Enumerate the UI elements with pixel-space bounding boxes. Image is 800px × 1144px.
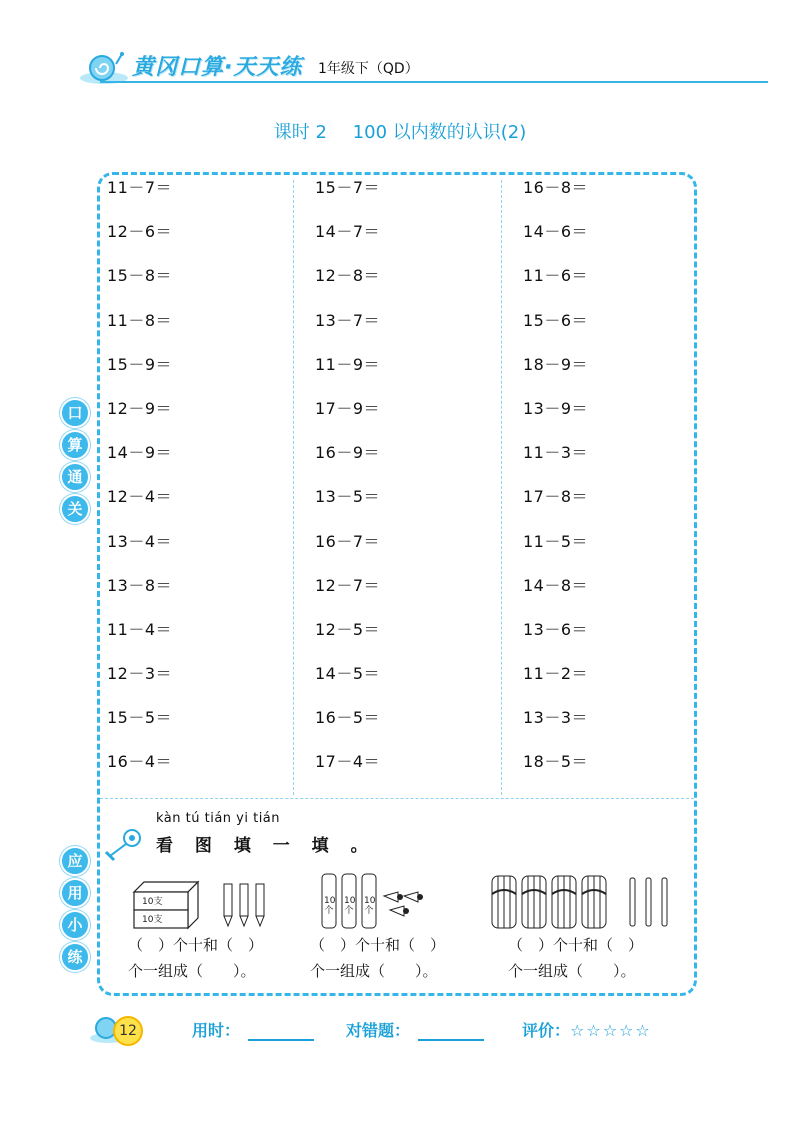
side-label-char: 关 (60, 494, 90, 524)
side-label-char: 通 (60, 462, 90, 492)
calc-item: 18－5＝ (523, 752, 589, 772)
calc-item: 16－9＝ (315, 443, 381, 463)
question-2-line-1: （ ）个十和（ ） (310, 936, 446, 954)
calc-item: 16－4＝ (107, 752, 173, 772)
calc-column-3 (523, 176, 588, 795)
page-header (0, 50, 800, 90)
tube-label: 10个 (324, 896, 336, 916)
rating-label: 评价： (522, 1021, 571, 1040)
question-2-line-2: 个一组成（ ）。 (310, 962, 438, 980)
question-3-line-2: 个一组成（ ）。 (508, 962, 636, 980)
calc-item: 13－9＝ (523, 398, 589, 418)
stick-bundle-icon (582, 876, 606, 928)
calc-item: 11－6＝ (523, 266, 589, 286)
calc-item: 16－7＝ (315, 531, 381, 551)
lesson-name: 100 以内数的认识(2) (352, 122, 527, 143)
calc-item: 11－7＝ (107, 178, 173, 197)
calc-item: 12－9＝ (107, 398, 173, 418)
pencil-icon (240, 884, 248, 926)
side-label-char: 口 (60, 398, 90, 428)
calc-item: 12－6＝ (107, 222, 173, 242)
column-divider (293, 180, 294, 795)
calc-item: 12－8＝ (315, 266, 381, 286)
brand-title: 黄冈口算·天天练 (132, 55, 303, 80)
calc-item: 11－8＝ (107, 310, 173, 330)
errors-label: 对错题： (346, 1021, 411, 1040)
shuttlecock-tube-picture (318, 870, 448, 936)
instruction-text: 看 图 填 一 填 。 (156, 836, 376, 856)
stick-bundles-drawing (490, 872, 680, 932)
stick-icon (662, 878, 667, 926)
calc-item: 15－6＝ (523, 310, 589, 330)
page-footer (0, 1006, 800, 1056)
calc-item: 14－7＝ (315, 222, 381, 242)
question-3-line-1: （ ）个十和（ ） (508, 936, 644, 954)
calc-item: 16－8＝ (523, 178, 589, 197)
errors-blank[interactable] (418, 1025, 484, 1041)
box-label: 10支 (142, 897, 163, 907)
pencil-icon (224, 884, 232, 926)
calc-item: 18－9＝ (523, 354, 589, 374)
side-label-char: 用 (60, 878, 90, 908)
calc-item: 13－6＝ (523, 619, 589, 639)
calc-column-2 (315, 176, 380, 795)
rating-field (522, 1018, 652, 1041)
errors-field (346, 1018, 484, 1041)
stick-icon (646, 878, 651, 926)
time-label: 用时： (192, 1021, 241, 1040)
column-divider (501, 180, 502, 795)
calc-item: 13－7＝ (315, 310, 381, 330)
calc-item: 14－5＝ (315, 664, 381, 684)
calc-item: 13－4＝ (107, 531, 173, 551)
lesson-number: 课时 2 (273, 122, 327, 143)
shuttlecock-icon (390, 906, 409, 916)
side-label-application (60, 846, 90, 972)
calc-item: 17－4＝ (315, 752, 381, 772)
rating-stars[interactable]: ☆☆☆☆☆ (570, 1021, 652, 1040)
instruction-pinyin: kàn tú tián yi tián (156, 811, 281, 826)
shuttlecock-icon (384, 892, 403, 902)
side-label-char: 小 (60, 910, 90, 940)
page-number: 12 (113, 1016, 143, 1046)
calc-item: 12－3＝ (107, 664, 173, 684)
stick-icon (630, 878, 635, 926)
stick-bundle-picture (490, 872, 680, 936)
side-label-char: 应 (60, 846, 90, 876)
side-label-oral-calc (60, 398, 90, 524)
calc-item: 15－5＝ (107, 708, 173, 728)
calc-item: 16－5＝ (315, 708, 381, 728)
calc-item: 13－5＝ (315, 487, 381, 507)
calc-item: 15－7＝ (315, 178, 381, 197)
time-field (192, 1018, 314, 1041)
calc-item: 14－8＝ (523, 575, 589, 595)
calc-item: 11－5＝ (523, 531, 589, 551)
calc-column-1 (107, 176, 172, 795)
pencil-box-picture (132, 880, 272, 934)
pushpin-icon (100, 826, 144, 862)
calc-item: 15－9＝ (107, 354, 173, 374)
calc-item: 12－7＝ (315, 575, 381, 595)
calc-item: 14－9＝ (107, 443, 173, 463)
time-blank[interactable] (248, 1025, 314, 1041)
calc-item: 17－8＝ (523, 487, 589, 507)
calc-item: 12－5＝ (315, 619, 381, 639)
calc-item: 13－8＝ (107, 575, 173, 595)
calc-item: 11－9＝ (315, 354, 381, 374)
tube-label: 10个 (344, 896, 356, 916)
tubes-drawing (318, 870, 448, 932)
stick-bundle-icon (522, 876, 546, 928)
calc-item: 11－4＝ (107, 619, 173, 639)
calc-item: 17－9＝ (315, 398, 381, 418)
shuttlecock-icon (404, 892, 423, 902)
question-1-line-2: 个一组成（ ）。 (128, 962, 256, 980)
grade-label: 1年级下（QD） (318, 61, 419, 77)
calc-item: 13－3＝ (523, 708, 589, 728)
question-1-line-1: （ ）个十和（ ） (128, 936, 264, 954)
calc-item: 14－6＝ (523, 222, 589, 242)
stick-bundle-icon (492, 876, 516, 928)
tube-label: 10个 (364, 896, 376, 916)
pencil-icon (256, 884, 264, 926)
lesson-title (0, 118, 800, 144)
calc-item: 12－4＝ (107, 487, 173, 507)
section-divider (100, 798, 694, 799)
calc-item: 11－2＝ (523, 664, 589, 684)
box-label: 10支 (142, 915, 163, 925)
calc-item: 15－8＝ (107, 266, 173, 286)
side-label-char: 算 (60, 430, 90, 460)
header-divider (100, 81, 768, 83)
calc-item: 11－3＝ (523, 443, 589, 463)
stick-bundle-icon (552, 876, 576, 928)
side-label-char: 练 (60, 942, 90, 972)
